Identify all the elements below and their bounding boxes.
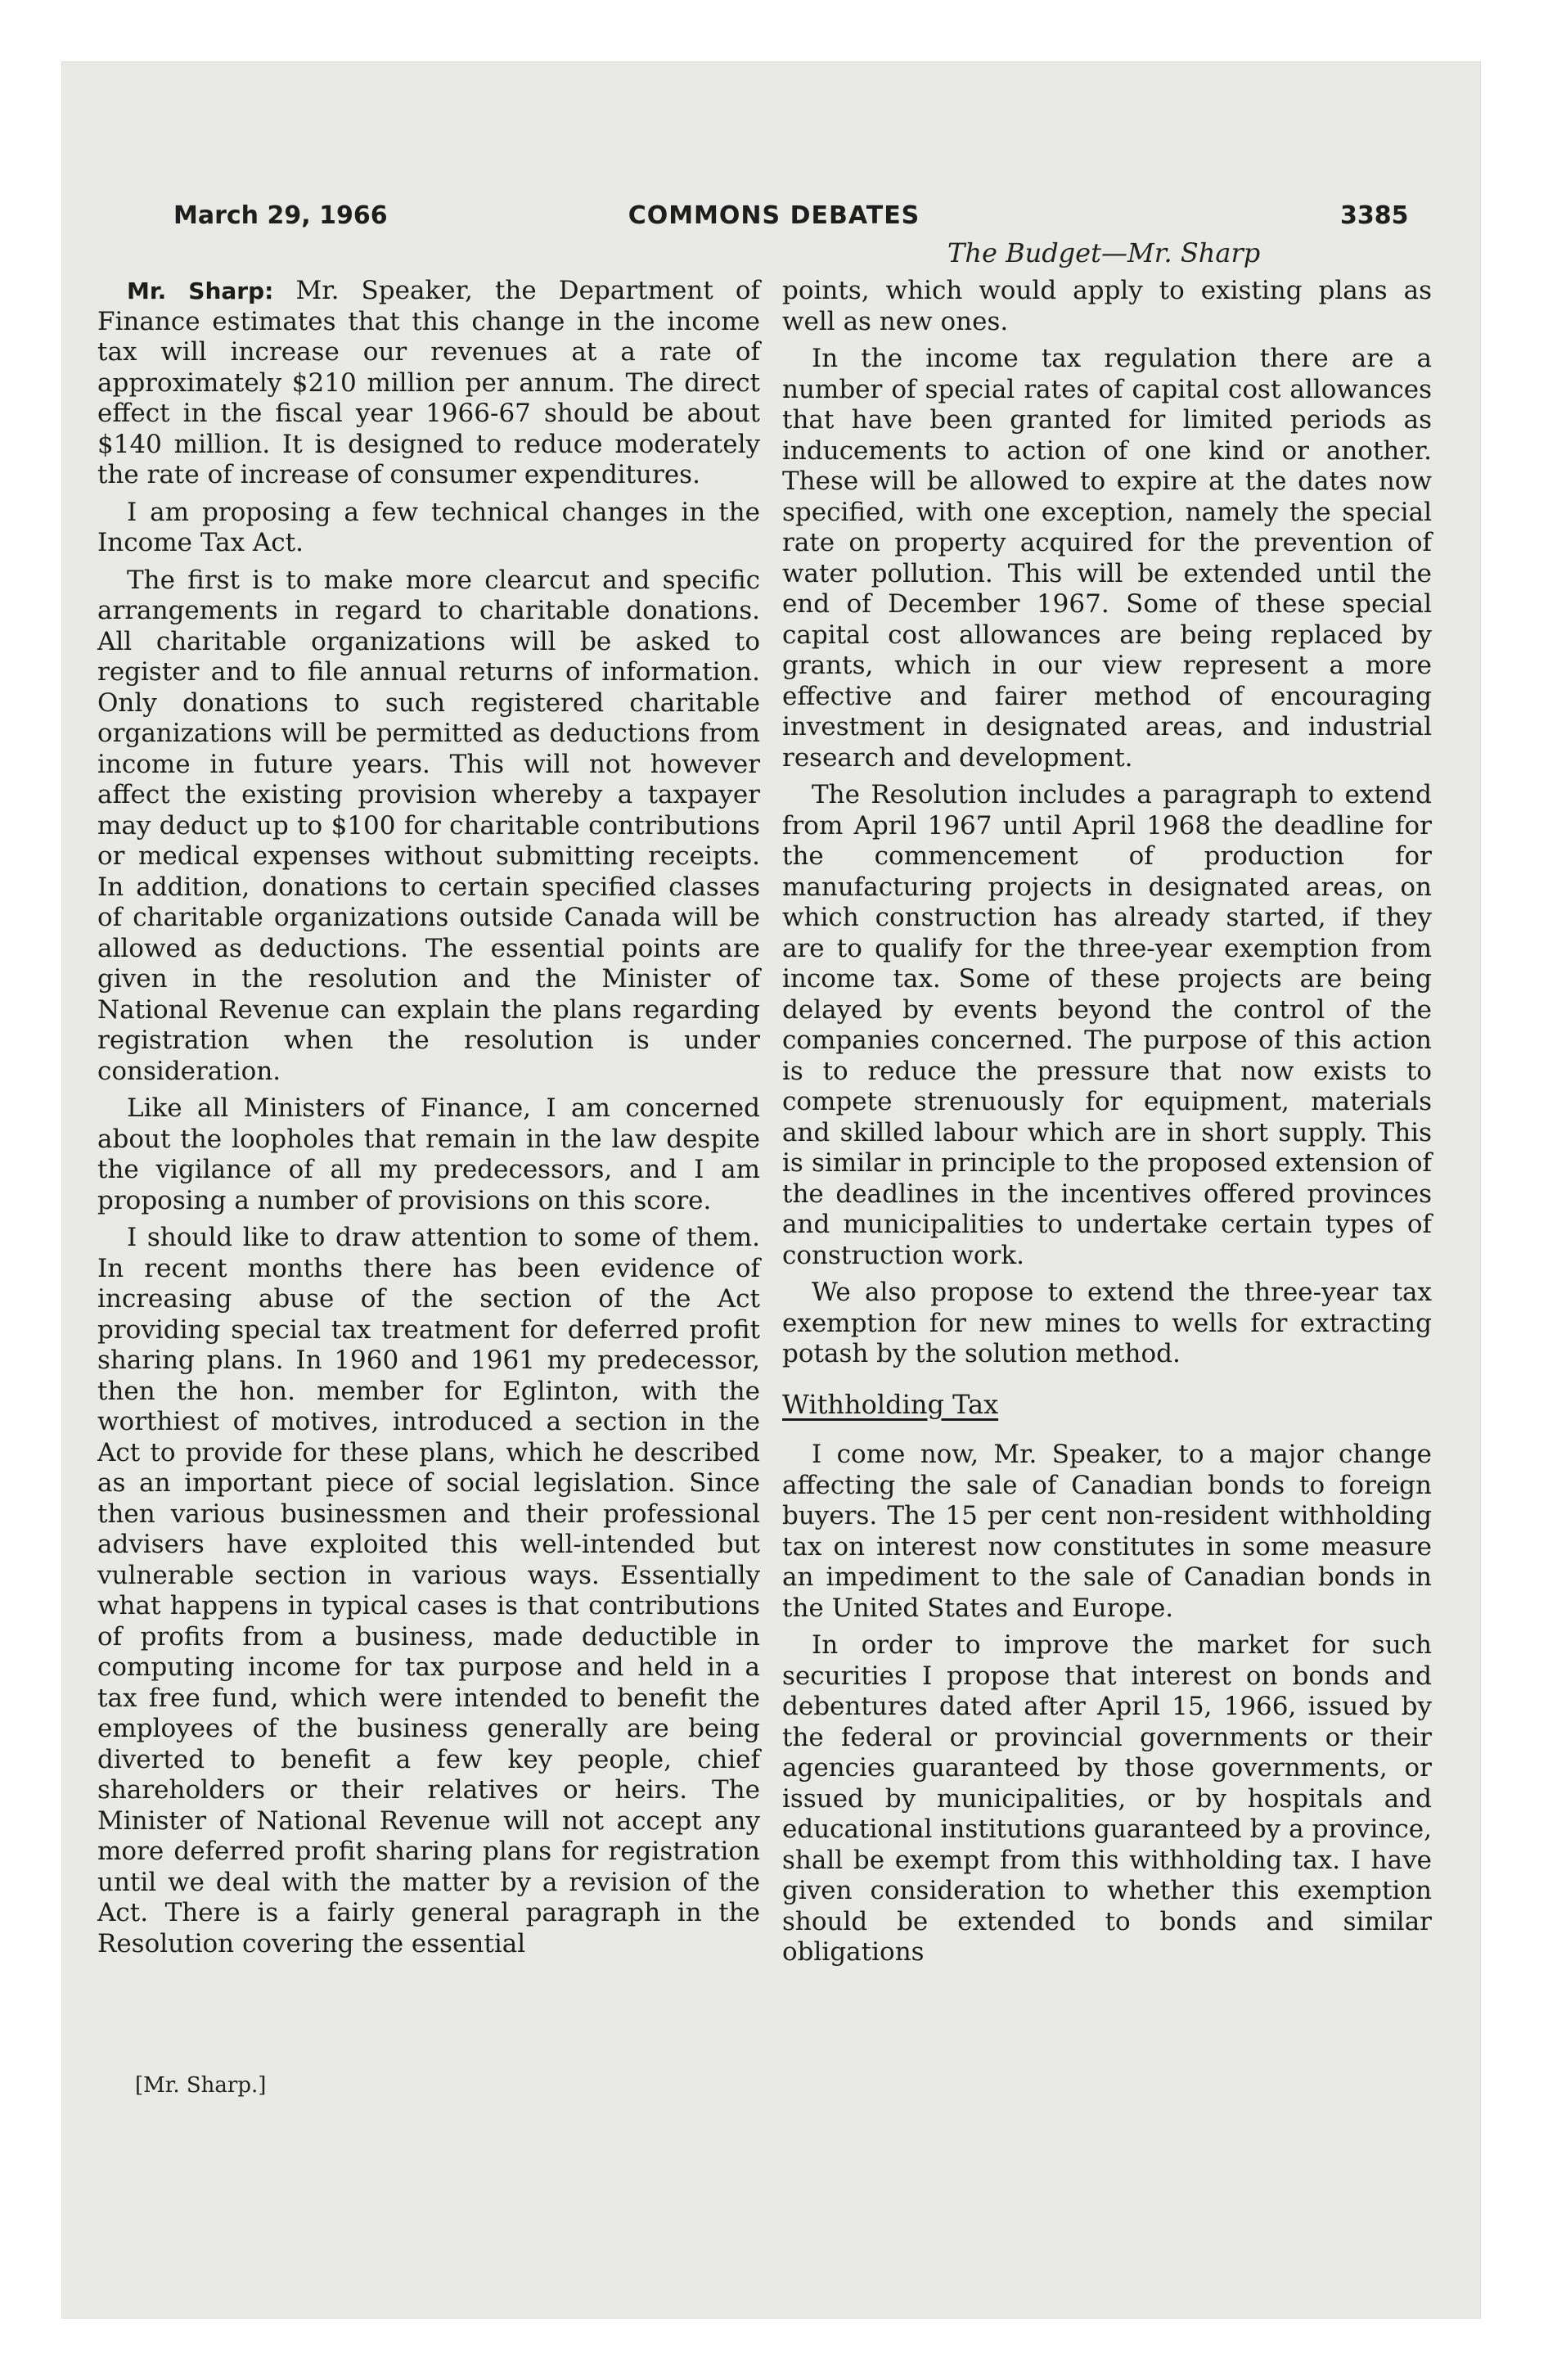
header-publication: COMMONS DEBATES — [628, 201, 920, 230]
paragraph: In order to improve the market for such securities I propose that interest on bonds and debentures dated after April 15, 1966, issued by the federal or provincial governments or their agencies guaranteed by those governments, or issued by municipalities, or by hospitals and educational institutions guaranteed by a province, shall be exempt from this withholding tax. I have given consideration to whether this exemption should be extended to bonds and similar obligations — [782, 1630, 1432, 1967]
page-header — [0, 201, 1548, 234]
speaker-footer: [Mr. Sharp.] — [135, 2073, 267, 2098]
running-head: The Budget—Mr. Sharp — [947, 237, 1261, 268]
paragraph: The first is to make more clearcut and specific arrangements in regard to charitable donations. All charitable organizations will be asked to register and to file annual returns of information. Only donations to such registered charitable organizations will be permitted as deductions from income in future years. This will not however affect the existing provision whereby a taxpayer may deduct up to $100 for charitable contributions or medical expenses without submitting receipts. In addition, donations to certain specified classes of charitable organizations outside Canada will be allowed as deductions. The essential points are given in the resolution and the Minister of National Revenue can explain the plans regarding registration when the resolution is under consideration. — [97, 565, 760, 1086]
paragraph: I should like to draw attention to some of them. In recent months there has been evidence of increasing abuse of the section of the Act providing special tax treatment for deferred profit sharing plans. In 1960 and 1961 my predecessor, then the hon. member for Eglinton, with the worthiest of motives, introduced a section in the Act to provide for these plans, which he described as an important piece of social legislation. Since then various businessmen and their professional advisers have exploited this well-intended but vulnerable section in various ways. Essentially what happens in typical cases is that contributions of profits from a business, made deductible in computing income for tax purpose and held in a tax free fund, which were intended to benefit the employees of the business generally are being diverted to benefit a few key people, chief shareholders or their relatives or heirs. The Minister of National Revenue will not accept any more deferred profit sharing plans for registration until we deal with the matter by a revision of the Act. There is a fairly general paragraph in the Resolution covering the essential — [97, 1223, 760, 1959]
paragraph: We also propose to extend the three-year tax exemption for new mines to wells for extracting potash by the solution method. — [782, 1278, 1432, 1368]
header-page-number: 3385 — [1340, 201, 1409, 230]
paragraph: Like all Ministers of Finance, I am concerned about the loopholes that remain in the law despite the vigilance of all my predecessors, and I am proposing a number of provisions on this score. — [97, 1093, 760, 1215]
speaker-label: Mr. Sharp: — [127, 277, 274, 304]
section-subheading: Withholding Tax — [782, 1388, 999, 1420]
paragraph — [97, 276, 760, 491]
paragraph: I am proposing a few technical changes in the Income Tax Act. — [97, 497, 760, 557]
paragraph-text: Mr. Speaker, the Department of Finance estimates that this change in the income tax will increase our revenues at a rate of approximately $210 million per annum. The direct effect in the fiscal year 1966-67 should be about $140 million. It is designed to reduce moderately the rate of increase of consumer expenditures. — [97, 276, 761, 489]
paragraph: The Resolution includes a paragraph to extend from April 1967 until April 1968 the deadline for the commencement of production for manufacturing projects in designated areas, on which construction has already started, if they are to qualify for the three-year exemption from income tax. Some of these projects are being delayed by events beyond the control of the companies concerned. The purpose of this action is to reduce the pressure that now exists to compete strenuously for equipment, materials and skilled labour which are in short supply. This is similar in principle to the proposed extension of the deadlines in the incentives offered provinces and municipalities to undertake certain types of construction work. — [782, 780, 1432, 1270]
paragraph: points, which would apply to existing plans as well as new ones. — [782, 276, 1432, 336]
header-date: March 29, 1966 — [173, 201, 388, 230]
paragraph: I come now, Mr. Speaker, to a major change affecting the sale of Canadian bonds to foreign buyers. The 15 per cent non-resident withholding tax on interest now constitutes in some measure an impediment to the sale of Canadian bonds in the United States and Europe. — [782, 1440, 1432, 1623]
left-column — [97, 276, 760, 1966]
paragraph: In the income tax regulation there are a number of special rates of capital cost allowances that have been granted for limited periods as inducements to action of one kind or another. These will be allowed to expire at the dates now specified, with one exception, namely the special rate on property acquired for the prevention of water pollution. This will be extended until the end of December 1967. Some of these special capital cost allowances are being replaced by grants, which in our view represent a more effective and fairer method of encouraging investment in designated areas, and industrial research and development. — [782, 344, 1432, 773]
right-column — [782, 276, 1432, 1975]
